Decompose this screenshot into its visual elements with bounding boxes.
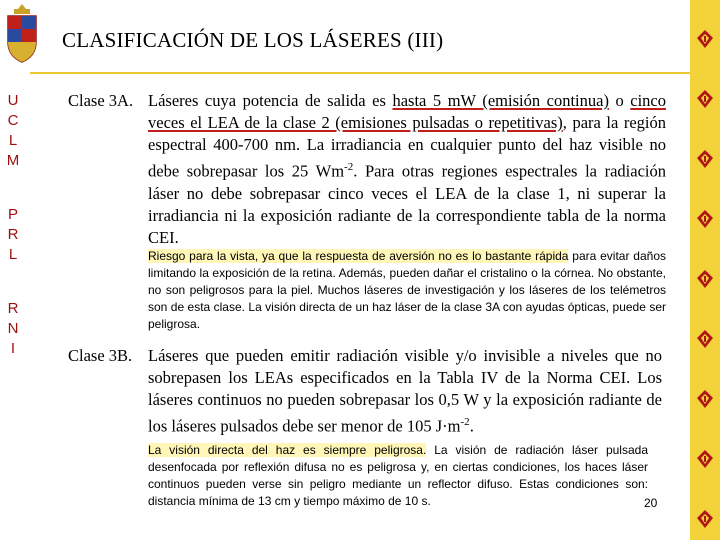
ornament-icon: [694, 148, 716, 170]
highlighted-text: La visión directa del haz es siempre peligrosa.: [148, 443, 427, 457]
sidebar-letter: P: [7, 206, 18, 223]
ornament-icon: [694, 88, 716, 110]
ornament-icon: [694, 268, 716, 290]
ornament-icon: [694, 448, 716, 470]
page-title: CLASIFICACIÓN DE LOS LÁSERES (III): [62, 28, 444, 52]
class-3a-note: Riesgo para la vista, ya que la respuesta de aversión no es lo bastante rápida para evitar daños limitando la exposición de la retina. Además, pueden dañar el cristalino o la córnea. No obstante, no son peligrosos para la piel. Muchos láseres de investigación y los láseres de los telémetros son de esta clase. La visión directa de un haz láser de la clase 3A con ayudas ópticas, puede ser peligrosa.: [148, 249, 666, 331]
class-3a-label: Clase 3A.: [68, 91, 134, 110]
sidebar-letter: I: [10, 340, 16, 357]
page-number: 20: [644, 496, 658, 510]
coat-of-arms-icon: [3, 2, 41, 66]
sidebar-letter: R: [7, 300, 19, 317]
sidebar-letter: C: [7, 112, 19, 129]
ornament-icon: [694, 28, 716, 50]
sidebar-letter: U: [7, 92, 19, 109]
ornament-icon: [694, 328, 716, 350]
class-3a-text: Láseres cuya potencia de salida es hasta 5 mW (emisión continua) o cinco veces el LEA de la clase 2 (emisiones pulsadas o repetitivas), para la región espectral 400-700 nm. La irradiancia en cualquier punto del haz visible no debe sobrepasar los 25 $Wm^{-2}$. Para otras regiones espectrales la radiación láser no debe sobrepasar cinco veces el LEA de la clase 1, ni superar la irradiancia ni la exposición radiante de la correspondiente tabla de la norma CEI.: [148, 91, 667, 247]
sidebar-letter: R: [7, 226, 19, 243]
underlined-text: cinco veces el LEA de la clase 2 (emisiones pulsadas o repetitivas): [148, 91, 666, 132]
sidebar-letter: N: [7, 320, 19, 337]
highlighted-text: Riesgo para la vista, ya que la respuesta de aversión no es lo bastante rápida: [148, 249, 569, 263]
sidebar-letter: L: [8, 246, 18, 263]
class-3b-bullet: [68, 345, 668, 435]
ornament-icon: [694, 388, 716, 410]
title-divider: [30, 72, 690, 74]
ornament-icon: [694, 508, 716, 530]
class-3b-text: Láseres que pueden emitir radiación visible y/o invisible a niveles que no sobrepasen los LEAs especificados en la Tabla IV de la Norma CEI. Los láseres continuos no pueden sobrepasar los 0,5 W y la exposición radiante de los láseres pulsados debe ser menor de 105 $J\cdot m^{-2}$.: [148, 346, 662, 436]
ornament-icon: [694, 208, 716, 230]
left-sidebar: [0, 0, 50, 540]
sidebar-letter: L: [8, 132, 18, 149]
class-3a-bullet: [68, 90, 668, 247]
underlined-text: hasta 5 mW (emisión continua): [392, 91, 609, 110]
sidebar-letter: M: [6, 152, 20, 169]
class-3b-note: La visión directa del haz es siempre peligrosa. La visión de radiación láser pulsada desenfocada por reflexión difusa no es peligrosa y, en ciertas condiciones, los haces láser continuos pueden verse sin peligro mediante un reflector difuso. Estas condiciones son: distancia mínima de 13 cm y tiempo máximo de 10 s.: [148, 443, 648, 508]
class-3b-label: Clase 3B.: [68, 346, 133, 365]
